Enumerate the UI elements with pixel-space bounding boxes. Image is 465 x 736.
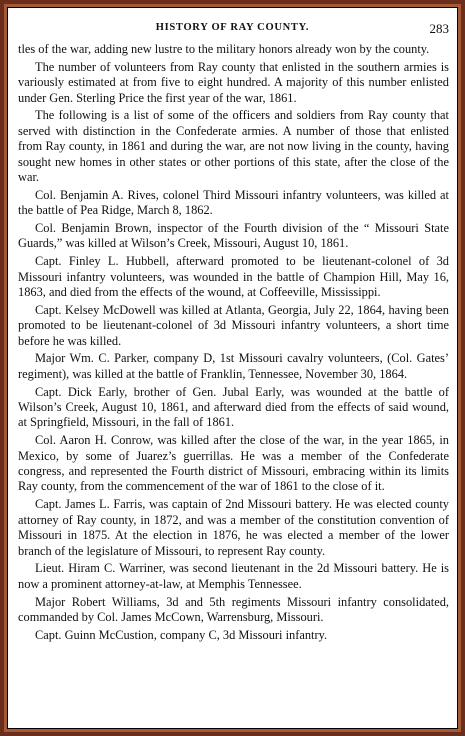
running-header xyxy=(8,22,457,38)
paragraph-brown: Col. Benjamin Brown, inspector of the Fourth division of the “ Missouri State Guards,” was killed at Wilson’s Creek, Missouri, August 10, 1861. xyxy=(18,221,449,251)
header-title: HISTORY OF RAY COUNTY. xyxy=(155,22,310,33)
page-number: 283 xyxy=(429,21,449,36)
paragraph-parker: Major Wm. C. Parker, company D, 1st Missouri cavalry volunteers, (Col. Gates’ regiment), was killed at the battle of Franklin, Tennessee, November 30, 1864. xyxy=(18,351,449,381)
paragraph-continuation: tles of the war, adding new lustre to the military honors already won by the county. xyxy=(18,42,430,56)
paragraph-rives: Col. Benjamin A. Rives, colonel Third Missouri infantry volunteers, was killed at the battle of Pea Ridge, March 8, 1862. xyxy=(18,187,449,218)
paragraph-mccustion: Capt. Guinn McCustion, company C, 3d Missouri infantry. xyxy=(35,627,328,642)
paragraph-volunteers: The number of volunteers from Ray county that enlisted in the southern armies is variously estimated at from five to eight hundred. A majority of this number enlisted under Gen. Sterling Price the first year of the war, 1861. xyxy=(18,59,449,105)
paragraph-conrow: Col. Aaron H. Conrow, was killed after the close of the war, in the year 1865, in Mexico, by some of Juarez’s guerrillas. He was a member of the Confederate congress, and represented the Fourth district of Missouri, embracing within its limits Ray county, from the commencement of the war of 1861 to the close of it. xyxy=(18,433,449,494)
paragraph-list-intro: The following is a list of some of the officers and soldiers from Ray county that served with distinction in the Confederate armies. A number of those that enlisted from Ray county, in 1861 and during the war, are not now living in the county, having sought new homes in other states or other portions of this state, after the close of the war. xyxy=(18,108,449,185)
page-frame xyxy=(4,4,461,732)
paragraph-early: Capt. Dick Early, brother of Gen. Jubal Early, was wounded at the battle of Wilson’s Creek, August 10, 1861, and afterward died from the effects of said wound, at Springfield, Missouri, in the fall of 1861. xyxy=(18,384,449,430)
book-page xyxy=(7,7,458,729)
paragraph-warriner: Lieut. Hiram C. Warriner, was second lieutenant in the 2d Missouri battery. He is now a prominent attorney-at-law, at Memphis Tennessee. xyxy=(18,561,449,591)
page-body xyxy=(18,42,449,646)
paragraph-farris: Capt. James L. Farris, was captain of 2nd Missouri battery. He was elected county attorney of Ray county, in 1872, and was a member of the constitution convention of Missouri in 1875. At the election in 1876, he was elected a member of the lower branch of the legislature of Missouri, to represent Ray county. xyxy=(18,497,449,558)
paragraph-mcdowell: Capt. Kelsey McDowell was killed at Atlanta, Georgia, July 22, 1864, having been promoted to be lieutenant-colonel of 3d Missouri infantry volunteers, a short time before he was killed. xyxy=(18,302,449,348)
paragraph-hubbell: Capt. Finley L. Hubbell, afterward promoted to be lieutenant-colonel of 3d Missouri infantry volunteers, was wounded in the battle of Champion Hill, May 16, 1863, and died from the effects of the wound, at Coffeeville, Mississippi. xyxy=(18,254,449,300)
paragraph-williams: Major Robert Williams, 3d and 5th regiments Missouri infantry consolidated, commanded by Col. James McCown, Warrensburg, Missouri. xyxy=(18,594,449,624)
